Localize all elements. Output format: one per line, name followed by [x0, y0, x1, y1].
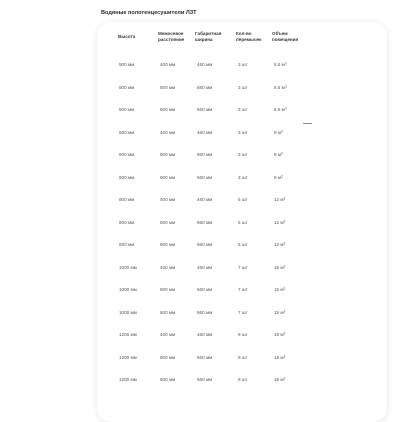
cell-width — [197, 374, 212, 386]
cell-bars — [238, 374, 248, 386]
cell-spacing-text: 400 мм — [160, 62, 176, 67]
cell-height — [119, 149, 134, 161]
cell-bars — [238, 172, 248, 184]
cell-bars — [238, 262, 248, 274]
cell-volume — [274, 149, 283, 161]
cell-width-text: 460 мм — [197, 129, 213, 135]
cell-width — [197, 172, 212, 184]
cell-height-text: 600 мм — [119, 152, 135, 157]
cell-width-text: 560 мм — [197, 84, 213, 90]
cell-spacing — [160, 239, 175, 251]
cell-height — [119, 352, 137, 364]
cell-bars-text: 7 шт — [238, 264, 248, 270]
table-row — [0, 329, 400, 341]
cell-bars — [238, 194, 248, 206]
cell-spacing — [160, 217, 175, 229]
cell-volume-exponent: 3 — [281, 151, 283, 156]
cell-bars — [238, 82, 248, 94]
cell-spacing — [160, 59, 175, 71]
cell-volume — [274, 172, 283, 184]
cell-bars-text: 3 шт — [238, 107, 248, 112]
cell-height-text: 600 мм — [119, 174, 135, 180]
header-spacing — [158, 31, 184, 43]
cell-bars-text: 5 шт — [238, 197, 248, 202]
cell-volume-exponent: 3 — [283, 263, 286, 268]
cell-height-text: 1000 мм — [119, 264, 137, 270]
cell-volume-text: 12 м — [274, 197, 284, 202]
cell-width-text: 660 мм — [197, 377, 213, 382]
cell-spacing-text: 400 мм — [160, 197, 176, 202]
cell-volume-text: 15 м — [274, 287, 284, 292]
cell-volume — [274, 217, 285, 229]
cell-width — [197, 82, 212, 94]
cell-width-text: 660 мм — [197, 174, 213, 180]
cell-volume-text: 6.5 м — [274, 107, 285, 112]
cell-height-text: 500 мм — [119, 62, 135, 67]
cell-bars-text: 7 шт — [238, 309, 248, 315]
cell-volume-exponent: 3 — [284, 83, 287, 88]
cell-spacing-text: 600 мм — [160, 107, 176, 112]
cell-height — [119, 127, 134, 139]
table-row — [0, 217, 400, 229]
cell-volume-exponent: 3 — [281, 173, 283, 178]
table-row — [0, 127, 400, 139]
cell-bars-text: 3 шт — [238, 174, 248, 180]
cell-volume-text: 12 м — [274, 219, 284, 225]
cell-height-text: 1000 мм — [119, 287, 137, 292]
header-width — [195, 31, 221, 43]
cell-bars — [238, 149, 248, 161]
cell-spacing-text: 500 мм — [160, 354, 176, 360]
header-bars-line2: перемычек — [236, 37, 262, 42]
cell-bars — [238, 284, 248, 296]
cell-width-text: 660 мм — [197, 242, 213, 247]
cell-spacing-text: 600 мм — [160, 242, 176, 247]
cell-volume-exponent: 3 — [284, 106, 287, 111]
cell-height — [119, 262, 137, 274]
table-row — [0, 149, 400, 161]
cell-height-text: 500 мм — [119, 107, 135, 112]
cell-width — [197, 307, 212, 319]
cell-width-text: 560 мм — [197, 287, 213, 292]
cell-volume-text: 6.5 м — [274, 84, 285, 90]
cell-volume — [274, 239, 285, 251]
cell-volume-exponent: 3 — [283, 331, 286, 336]
cell-height-text: 800 мм — [119, 219, 135, 225]
table-row — [0, 82, 400, 94]
table-row — [0, 284, 400, 296]
cell-width — [197, 329, 212, 341]
cell-height — [119, 82, 134, 94]
cell-spacing — [160, 307, 175, 319]
cell-width-text: 460 мм — [197, 332, 213, 337]
table-row — [0, 307, 400, 319]
cell-volume-text: 18 м — [274, 332, 284, 337]
cell-volume-exponent: 3 — [283, 286, 286, 291]
cell-volume — [274, 329, 285, 341]
cell-height — [119, 239, 134, 251]
cell-volume — [274, 307, 285, 319]
cell-height-text: 500 мм — [119, 84, 135, 90]
cell-bars — [238, 352, 248, 364]
header-spacing-line2: расстояние — [158, 37, 185, 42]
header-bars — [236, 31, 261, 43]
cell-bars-text: 9 шт — [238, 354, 248, 360]
cell-width — [197, 239, 212, 251]
cell-width — [197, 194, 212, 206]
cell-spacing — [160, 284, 175, 296]
cell-volume-text: 18 м — [274, 377, 284, 382]
header-spacing-line1: Межосевое — [158, 31, 184, 36]
header-volume-line1: Объем — [272, 31, 288, 36]
table-row — [0, 194, 400, 206]
cell-spacing-text: 500 мм — [160, 287, 176, 292]
cell-spacing-text: 600 мм — [160, 174, 176, 180]
table-row — [0, 104, 400, 116]
header-width-line1: Габаритная — [195, 31, 222, 36]
cell-height — [119, 374, 137, 386]
cell-volume-text: 9 м — [274, 174, 281, 180]
cell-spacing-text: 500 мм — [160, 84, 176, 90]
cell-volume-text: 6.5 м — [274, 62, 285, 67]
cell-spacing — [160, 104, 175, 116]
table-row — [0, 239, 400, 251]
cell-spacing — [160, 329, 175, 341]
cell-spacing — [160, 374, 175, 386]
cell-spacing — [160, 82, 175, 94]
cell-height — [119, 217, 134, 229]
cell-height — [119, 104, 134, 116]
cell-bars-text: 7 шт — [238, 287, 248, 292]
cell-spacing-text: 400 мм — [160, 129, 176, 135]
cell-bars — [238, 127, 248, 139]
cell-width — [197, 262, 212, 274]
cell-volume — [274, 352, 285, 364]
cell-spacing — [160, 352, 175, 364]
cell-height-text: 600 мм — [119, 129, 135, 135]
scroll-indicator — [303, 123, 312, 124]
cell-width-text: 660 мм — [197, 107, 213, 112]
cell-width-text: 460 мм — [197, 62, 213, 67]
cell-spacing — [160, 194, 175, 206]
cell-height-text: 800 мм — [119, 197, 135, 202]
cell-height — [119, 329, 137, 341]
cell-width — [197, 59, 212, 71]
cell-volume-text: 18 м — [274, 354, 284, 360]
cell-volume — [274, 104, 287, 116]
cell-bars-text: 3 шт — [238, 62, 248, 67]
cell-bars-text: 5 шт — [238, 219, 248, 225]
header-height — [118, 34, 135, 40]
cell-volume-exponent: 3 — [283, 218, 286, 223]
cell-bars-text: 3 шт — [238, 129, 248, 135]
cell-height — [119, 59, 134, 71]
cell-volume-text: 15 м — [274, 309, 284, 315]
table-row — [0, 262, 400, 274]
cell-spacing-text: 500 мм — [160, 152, 176, 157]
cell-bars-text: 3 шт — [238, 152, 248, 157]
header-width-line2: ширина — [195, 37, 213, 42]
cell-volume-exponent: 3 — [283, 353, 286, 358]
cell-volume — [274, 59, 287, 71]
cell-volume — [274, 284, 285, 296]
cell-volume-text: 15 м — [274, 264, 284, 270]
cell-width — [197, 284, 212, 296]
cell-spacing-text: 600 мм — [160, 309, 176, 315]
cell-height — [119, 194, 134, 206]
cell-bars — [238, 307, 248, 319]
cell-spacing-text: 400 мм — [160, 264, 176, 270]
table-row — [0, 352, 400, 364]
cell-width-text: 460 мм — [197, 264, 213, 270]
cell-width-text: 560 мм — [197, 354, 213, 360]
cell-width-text: 560 мм — [197, 152, 213, 157]
cell-volume-text: 12 м — [274, 242, 284, 247]
cell-spacing-text: 400 мм — [160, 332, 176, 337]
cell-bars-text: 3 шт — [238, 84, 248, 90]
cell-spacing — [160, 127, 175, 139]
cell-width-text: 460 мм — [197, 197, 213, 202]
cell-height-text: 1200 мм — [119, 332, 137, 337]
cell-height-text: 800 мм — [119, 242, 135, 247]
cell-volume-text: 9 м — [274, 129, 281, 135]
cell-width — [197, 127, 212, 139]
header-volume-line2: помещения — [272, 37, 299, 42]
cell-bars — [238, 329, 248, 341]
cell-height-text: 1200 мм — [119, 377, 137, 382]
cell-width — [197, 104, 212, 116]
page-title: Водяные полотенцесушители ЛЗТ — [101, 10, 197, 16]
cell-bars — [238, 59, 248, 71]
cell-spacing — [160, 262, 175, 274]
cell-spacing-text: 500 мм — [160, 219, 176, 225]
cell-volume-exponent: 3 — [281, 128, 283, 133]
cell-volume — [274, 127, 283, 139]
cell-height — [119, 284, 137, 296]
cell-volume-exponent: 3 — [283, 241, 286, 246]
cell-height — [119, 307, 137, 319]
cell-volume — [274, 262, 285, 274]
table-row — [0, 374, 400, 386]
cell-spacing — [160, 172, 175, 184]
cell-width — [197, 352, 212, 364]
cell-volume-text: 9 м — [274, 152, 281, 157]
cell-bars — [238, 239, 248, 251]
cell-bars-text: 9 шт — [238, 377, 248, 382]
cell-bars — [238, 217, 248, 229]
cell-volume-exponent: 3 — [283, 308, 286, 313]
cell-width-text: 560 мм — [197, 219, 213, 225]
cell-spacing-text: 600 мм — [160, 377, 176, 382]
cell-bars — [238, 104, 248, 116]
cell-height-text: 1000 мм — [119, 309, 137, 315]
cell-height — [119, 172, 134, 184]
cell-width — [197, 217, 212, 229]
cell-volume — [274, 194, 285, 206]
cell-volume — [274, 374, 285, 386]
cell-bars-text: 5 шт — [238, 242, 248, 247]
header-bars-line1: Кол-во — [236, 31, 252, 36]
header-height-label: Высота — [118, 34, 136, 39]
cell-volume-exponent: 3 — [283, 196, 286, 201]
cell-height-text: 1200 мм — [119, 354, 137, 360]
cell-volume-exponent: 3 — [283, 376, 286, 381]
cell-volume — [274, 82, 287, 94]
cell-volume-exponent: 3 — [284, 61, 287, 66]
cell-bars-text: 9 шт — [238, 332, 248, 337]
table-row — [0, 59, 400, 71]
table-row — [0, 172, 400, 184]
cell-spacing — [160, 149, 175, 161]
cell-width — [197, 149, 212, 161]
header-volume — [272, 31, 298, 43]
cell-width-text: 660 мм — [197, 309, 213, 315]
